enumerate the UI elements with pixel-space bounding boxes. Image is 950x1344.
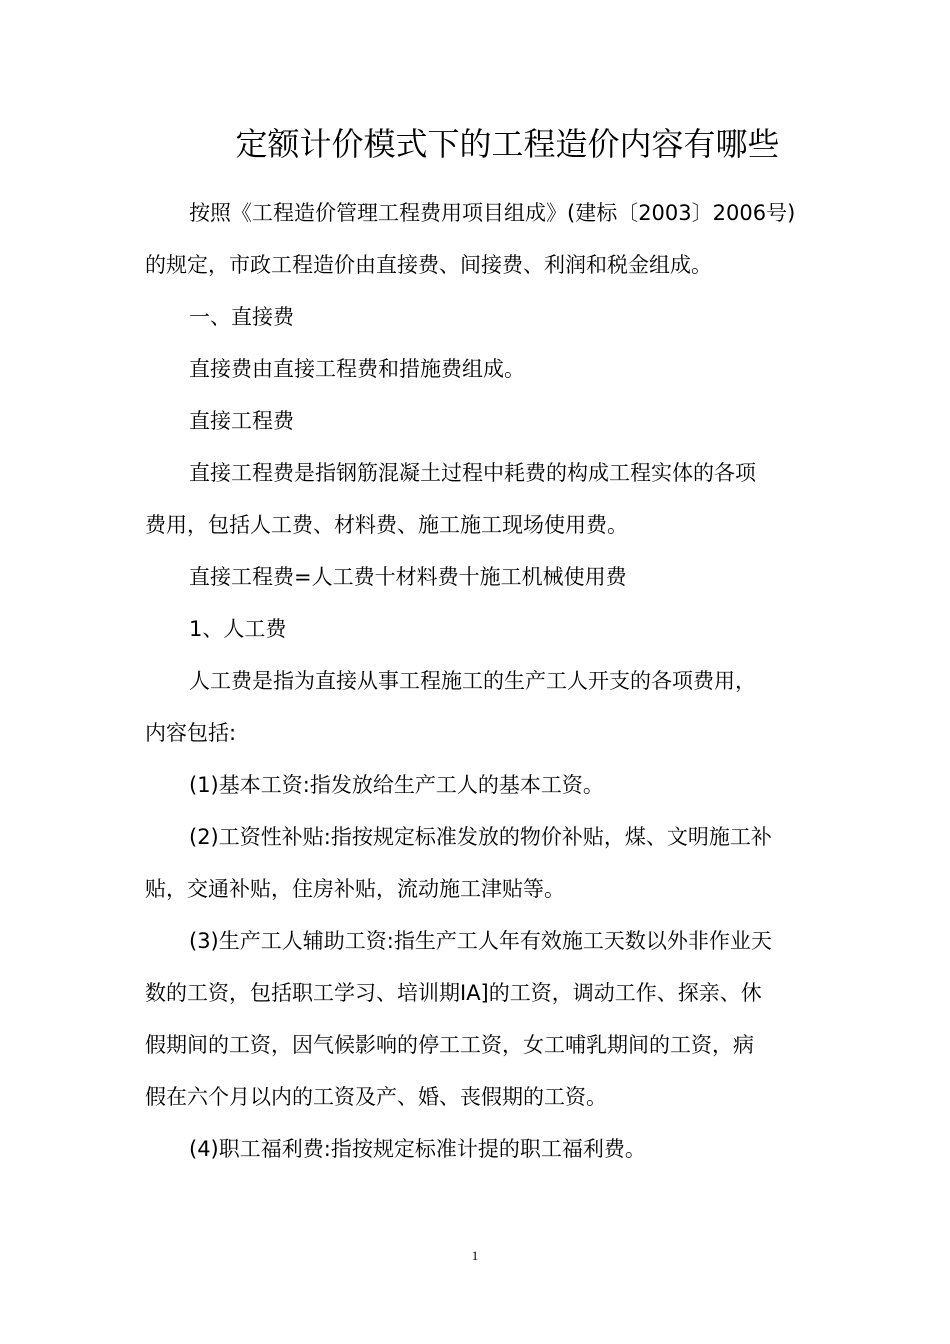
paragraph-line: 内容包括: (145, 721, 237, 745)
list-item: (2)工资性补贴:指按规定标准发放的物价补贴，煤、文明施工补 (189, 825, 772, 849)
list-item: (1)基本工资:指发放给生产工人的基本工资。 (189, 773, 604, 797)
paragraph-line: 的规定，市政工程造价由直接费、间接费、利润和税金组成。 (145, 253, 712, 277)
paragraph-line: 人工费是指为直接从事工程施工的生产工人开支的各项费用， (189, 669, 756, 693)
page-number: 1 (471, 1248, 479, 1263)
list-item-continuation: 数的工资，包括职工学习、培训期IA]的工资，调动工作、探亲、休 (145, 981, 762, 1005)
list-item-continuation: 贴，交通补贴，住房补贴，流动施工津贴等。 (145, 877, 565, 901)
document-body (145, 187, 810, 1175)
paragraph-line: 费用，包括人工费、材料费、施工施工现场使用费。 (145, 513, 628, 537)
section-heading: 一、直接费 (189, 305, 294, 329)
subsection-heading: 1、人工费 (189, 617, 287, 641)
paragraph-line: 按照《工程造价管理工程费用项目组成》(建标〔2003〕2006号) (189, 201, 796, 225)
formula-line: 直接工程费=人工费十材料费十施工机械使用费 (189, 565, 627, 589)
list-item: (4)职工福利费:指按规定标准计提的职工福利费。 (189, 1137, 646, 1161)
subsection-heading: 直接工程费 (189, 409, 294, 433)
list-item: (3)生产工人辅助工资:指生产工人年有效施工天数以外非作业天 (189, 929, 772, 953)
paragraph-line: 直接工程费是指钢筋混凝土过程中耗费的构成工程实体的各项 (189, 461, 756, 485)
paragraph-line: 直接费由直接工程费和措施费组成。 (189, 357, 525, 381)
list-item-continuation: 假期间的工资，因气候影响的停工工资，女工哺乳期间的工资，病 (145, 1033, 754, 1057)
list-item-continuation: 假在六个月以内的工资及产、婚、丧假期的工资。 (145, 1085, 607, 1109)
document-title: 定额计价模式下的工程造价内容有哪些 (235, 125, 780, 163)
